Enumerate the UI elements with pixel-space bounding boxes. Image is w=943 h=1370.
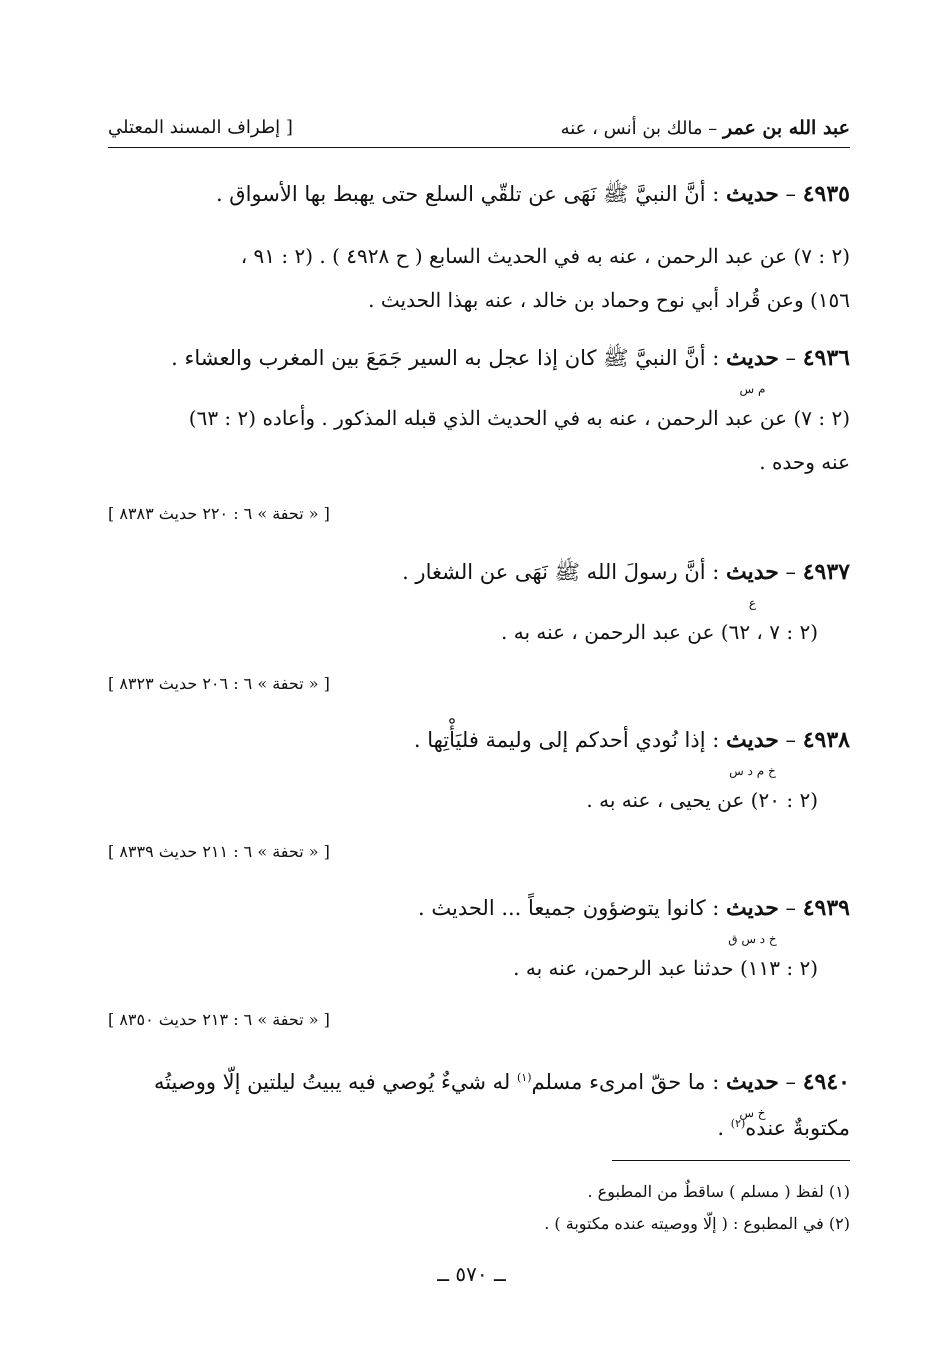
hadith-keyword: [726, 727, 779, 778]
hadith-keyword-text: حديث: [726, 345, 779, 371]
sigla: ع: [748, 596, 757, 610]
hadith-keyword: [726, 345, 779, 396]
hadith-keyword-text: حديث: [726, 1069, 779, 1095]
hadith-4939: [108, 890, 850, 946]
source-4937: [108, 614, 818, 650]
hadith-line: ٤٩٣٥ – حديث : أنَّ النبيَّ ﷺ نَهَى عن تلقّي السلع حتى يهبط بها الأسواق .: [215, 181, 850, 207]
hadith-text: : كانوا يتوضؤون جميعاً ... الحديث .: [418, 896, 726, 920]
footnote-divider: [612, 1160, 850, 1161]
source-line: (٢ : ٧) عن عبد الرحمن ، عنه به في الحديث السابع ( ح ٤٩٢٨ ) . (٢ : ٩١ ،: [240, 244, 850, 268]
footnote: (١) لفظ ( مسلم ) ساقطٌ من المطبوع .: [587, 1182, 850, 1201]
hadith-4936: [108, 340, 850, 396]
hadith-4935: [108, 176, 850, 212]
source-4935: [108, 238, 850, 318]
hadith-number: ٤٩٣٧: [802, 559, 850, 585]
hadith-number: ٤٩٣٥: [802, 181, 850, 207]
hadith-keyword-text: حديث: [726, 727, 779, 753]
hadith-text: .: [717, 1116, 731, 1140]
hadith-text: مكتوبةٌ عنده: [745, 1116, 850, 1140]
sigla: خ م د س: [729, 764, 776, 778]
sigla: م س: [739, 382, 766, 396]
tuhfa-reference: [ « تحفة » ٦ : ٢٠٦ حديث ٨٣٢٣ ]: [108, 674, 330, 693]
source-line: عنه وحده .: [759, 450, 850, 474]
hadith-line: ٤٩٣٨ – حديث خ م د س : إذا نُودي أحدكم إلى وليمة فليَأْتِها .: [108, 722, 850, 758]
hadith-keyword: حديث: [726, 181, 779, 207]
header-chapter: [561, 117, 850, 139]
hadith-keyword-text: حديث: [726, 895, 779, 921]
source-4938: [108, 782, 818, 818]
hadith-text: : إذا نُودي أحدكم إلى وليمة فليَأْتِها .: [413, 728, 726, 752]
source-4936: [108, 400, 850, 480]
hadith-keyword: [726, 1069, 779, 1120]
hadith-line: ٤٩٣٩ – حديث خ د س ق : كانوا يتوضؤون جميعاً ... الحديث .: [108, 890, 850, 926]
hadith-keyword-text: حديث: [726, 559, 779, 585]
hadith-number: ٤٩٣٦: [802, 345, 850, 371]
header-chapter-subtitle: – مالك بن أنس ، عنه: [560, 118, 723, 139]
hadith-text: : أنَّ النبيَّ ﷺ نَهَى عن تلقّي السلع حتى يهبط بها الأسواق .: [215, 182, 726, 206]
tuhfa-reference: [ « تحفة » ٦ : ٢١١ حديث ٨٣٣٩ ]: [108, 842, 330, 861]
running-header: [108, 117, 850, 148]
sigla: خ د س ق: [728, 932, 777, 946]
tuhfa-reference: [ « تحفة » ٦ : ٢١٣ حديث ٨٣٥٠ ]: [108, 1010, 330, 1029]
hadith-4937: [108, 554, 850, 610]
hadith-line: ٤٩٣٧ – حديث ع : أنَّ رسولَ الله ﷺ نَهَى عن الشغار .: [108, 554, 850, 590]
page-number: ــ ٥٧٠ ــ: [437, 1262, 506, 1286]
hadith-keyword: [726, 559, 779, 610]
hadith-keyword: [726, 895, 779, 946]
footnote-marker: (٢): [730, 1117, 746, 1130]
tuhfa-reference: [ « تحفة » ٦ : ٢٢٠ حديث ٨٣٨٣ ]: [108, 504, 330, 523]
hadith-number: ٤٩٣٩: [802, 895, 850, 921]
source-line: (٢ : ٧) عن عبد الرحمن ، عنه به في الحديث الذي قبله المذكور . وأعاده (٢ : ٦٣): [188, 406, 850, 430]
footnotes: [108, 1178, 850, 1238]
header-book-title: [ إطراف المسند المعتلي: [108, 117, 293, 138]
hadith-4940: [108, 1060, 850, 1146]
source-4939: [108, 950, 818, 986]
hadith-number: ٤٩٣٨: [802, 727, 850, 753]
hadith-text: : أنَّ رسولَ الله ﷺ نَهَى عن الشغار .: [402, 560, 726, 584]
source-line: (٢ : ٧ ، ٦٢) عن عبد الرحمن ، عنه به .: [501, 620, 818, 644]
hadith-text: : ما حقّ امرىء مسلم: [531, 1070, 726, 1094]
hadith-4938: [108, 722, 850, 778]
hadith-text: : أنَّ النبيَّ ﷺ كان إذا عجل به السير جَمَعَ بين المغرب والعشاء .: [171, 346, 726, 370]
source-line: (٢ : ٢٠) عن يحيى ، عنه به .: [586, 788, 818, 812]
sigla: خ س: [739, 1106, 766, 1120]
header-chapter-name: عبد الله بن عمر: [723, 117, 850, 139]
hadith-line: ٤٩٤٠ – حديث خ س : ما حقّ امرىء مسلم$^{(١)}$ له شيءٌ يُوصي فيه يبيتُ ليلتين إلّا ووصيتُه: [108, 1060, 850, 1100]
hadith-number: ٤٩٤٠: [802, 1069, 850, 1095]
source-line: (٢ : ١١٣) حدثنا عبد الرحمن، عنه به .: [513, 956, 818, 980]
hadith-text: له شيءٌ يُوصي فيه يبيتُ ليلتين إلّا ووصيتُه: [153, 1070, 517, 1094]
source-line: ١٥٦) وعن قُراد أبي نوح وحماد بن خالد ، عنه بهذا الحديث .: [368, 288, 850, 312]
hadith-line: ٤٩٣٦ – حديث م س : أنَّ النبيَّ ﷺ كان إذا عجل به السير جَمَعَ بين المغرب والعشاء .: [108, 340, 850, 376]
footnote-marker: (١): [516, 1071, 532, 1084]
footnote: (٢) في المطبوع : ( إلّا ووصيته عنده مكتوبة ) .: [544, 1214, 850, 1233]
